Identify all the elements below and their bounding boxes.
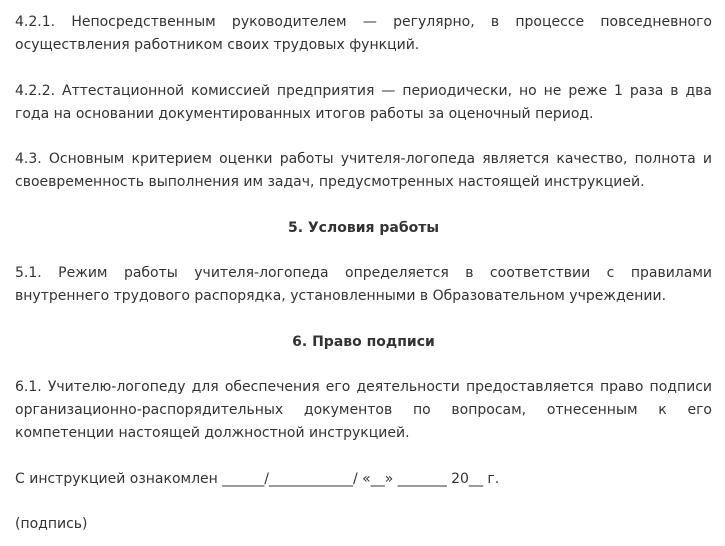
- paragraph-4-2-1: [15, 11, 712, 57]
- paragraph-6-1: [15, 376, 712, 445]
- paragraph-line: 4.2.1. Непосредственным руководителем — регулярно, в процессе повседневного: [15, 14, 712, 30]
- paragraph-line: осуществления работником своих трудовых функций.: [15, 37, 420, 53]
- paragraph-line: 5.1. Режим работы учителя-логопеда определяется в соответствии с правилами: [15, 265, 712, 281]
- signature-caption: (подпись): [15, 516, 88, 532]
- paragraph-line: внутреннего трудового распорядка, установленными в Образовательном учреждении.: [15, 288, 667, 304]
- paragraph-line: 4.3. Основным критерием оценки работы учителя-логопеда является качество, полнота и: [15, 151, 712, 167]
- paragraph-line: 6.1. Учителю-логопеду для обеспечения его деятельности предоставляется право подписи: [15, 379, 712, 395]
- paragraph-line: года на основании документированных итогов работы за оценочный период.: [15, 106, 594, 122]
- acknowledgement-line: С инструкцией ознакомлен ______/____________/ «__» _______ 20__ г.: [15, 471, 500, 487]
- paragraph-line: своевременность выполнения им задач, предусмотренных настоящей инструкцией.: [15, 174, 645, 190]
- paragraph-5-1: [15, 262, 712, 308]
- paragraph-line: 4.2.2. Аттестационной комиссией предприятия — периодически, но не реже 1 раза в два: [15, 83, 712, 99]
- paragraph-line: компетенции настоящей должностной инструкцией.: [15, 425, 410, 441]
- section-5-title: 5. Условия работы: [287, 220, 440, 236]
- paragraph-line: организационно-распорядительных документов по вопросам, отнесенным к его: [15, 402, 712, 418]
- paragraph-4-3: [15, 148, 712, 194]
- paragraph-4-2-2: [15, 80, 712, 126]
- section-6-title: 6. Право подписи: [292, 334, 435, 350]
